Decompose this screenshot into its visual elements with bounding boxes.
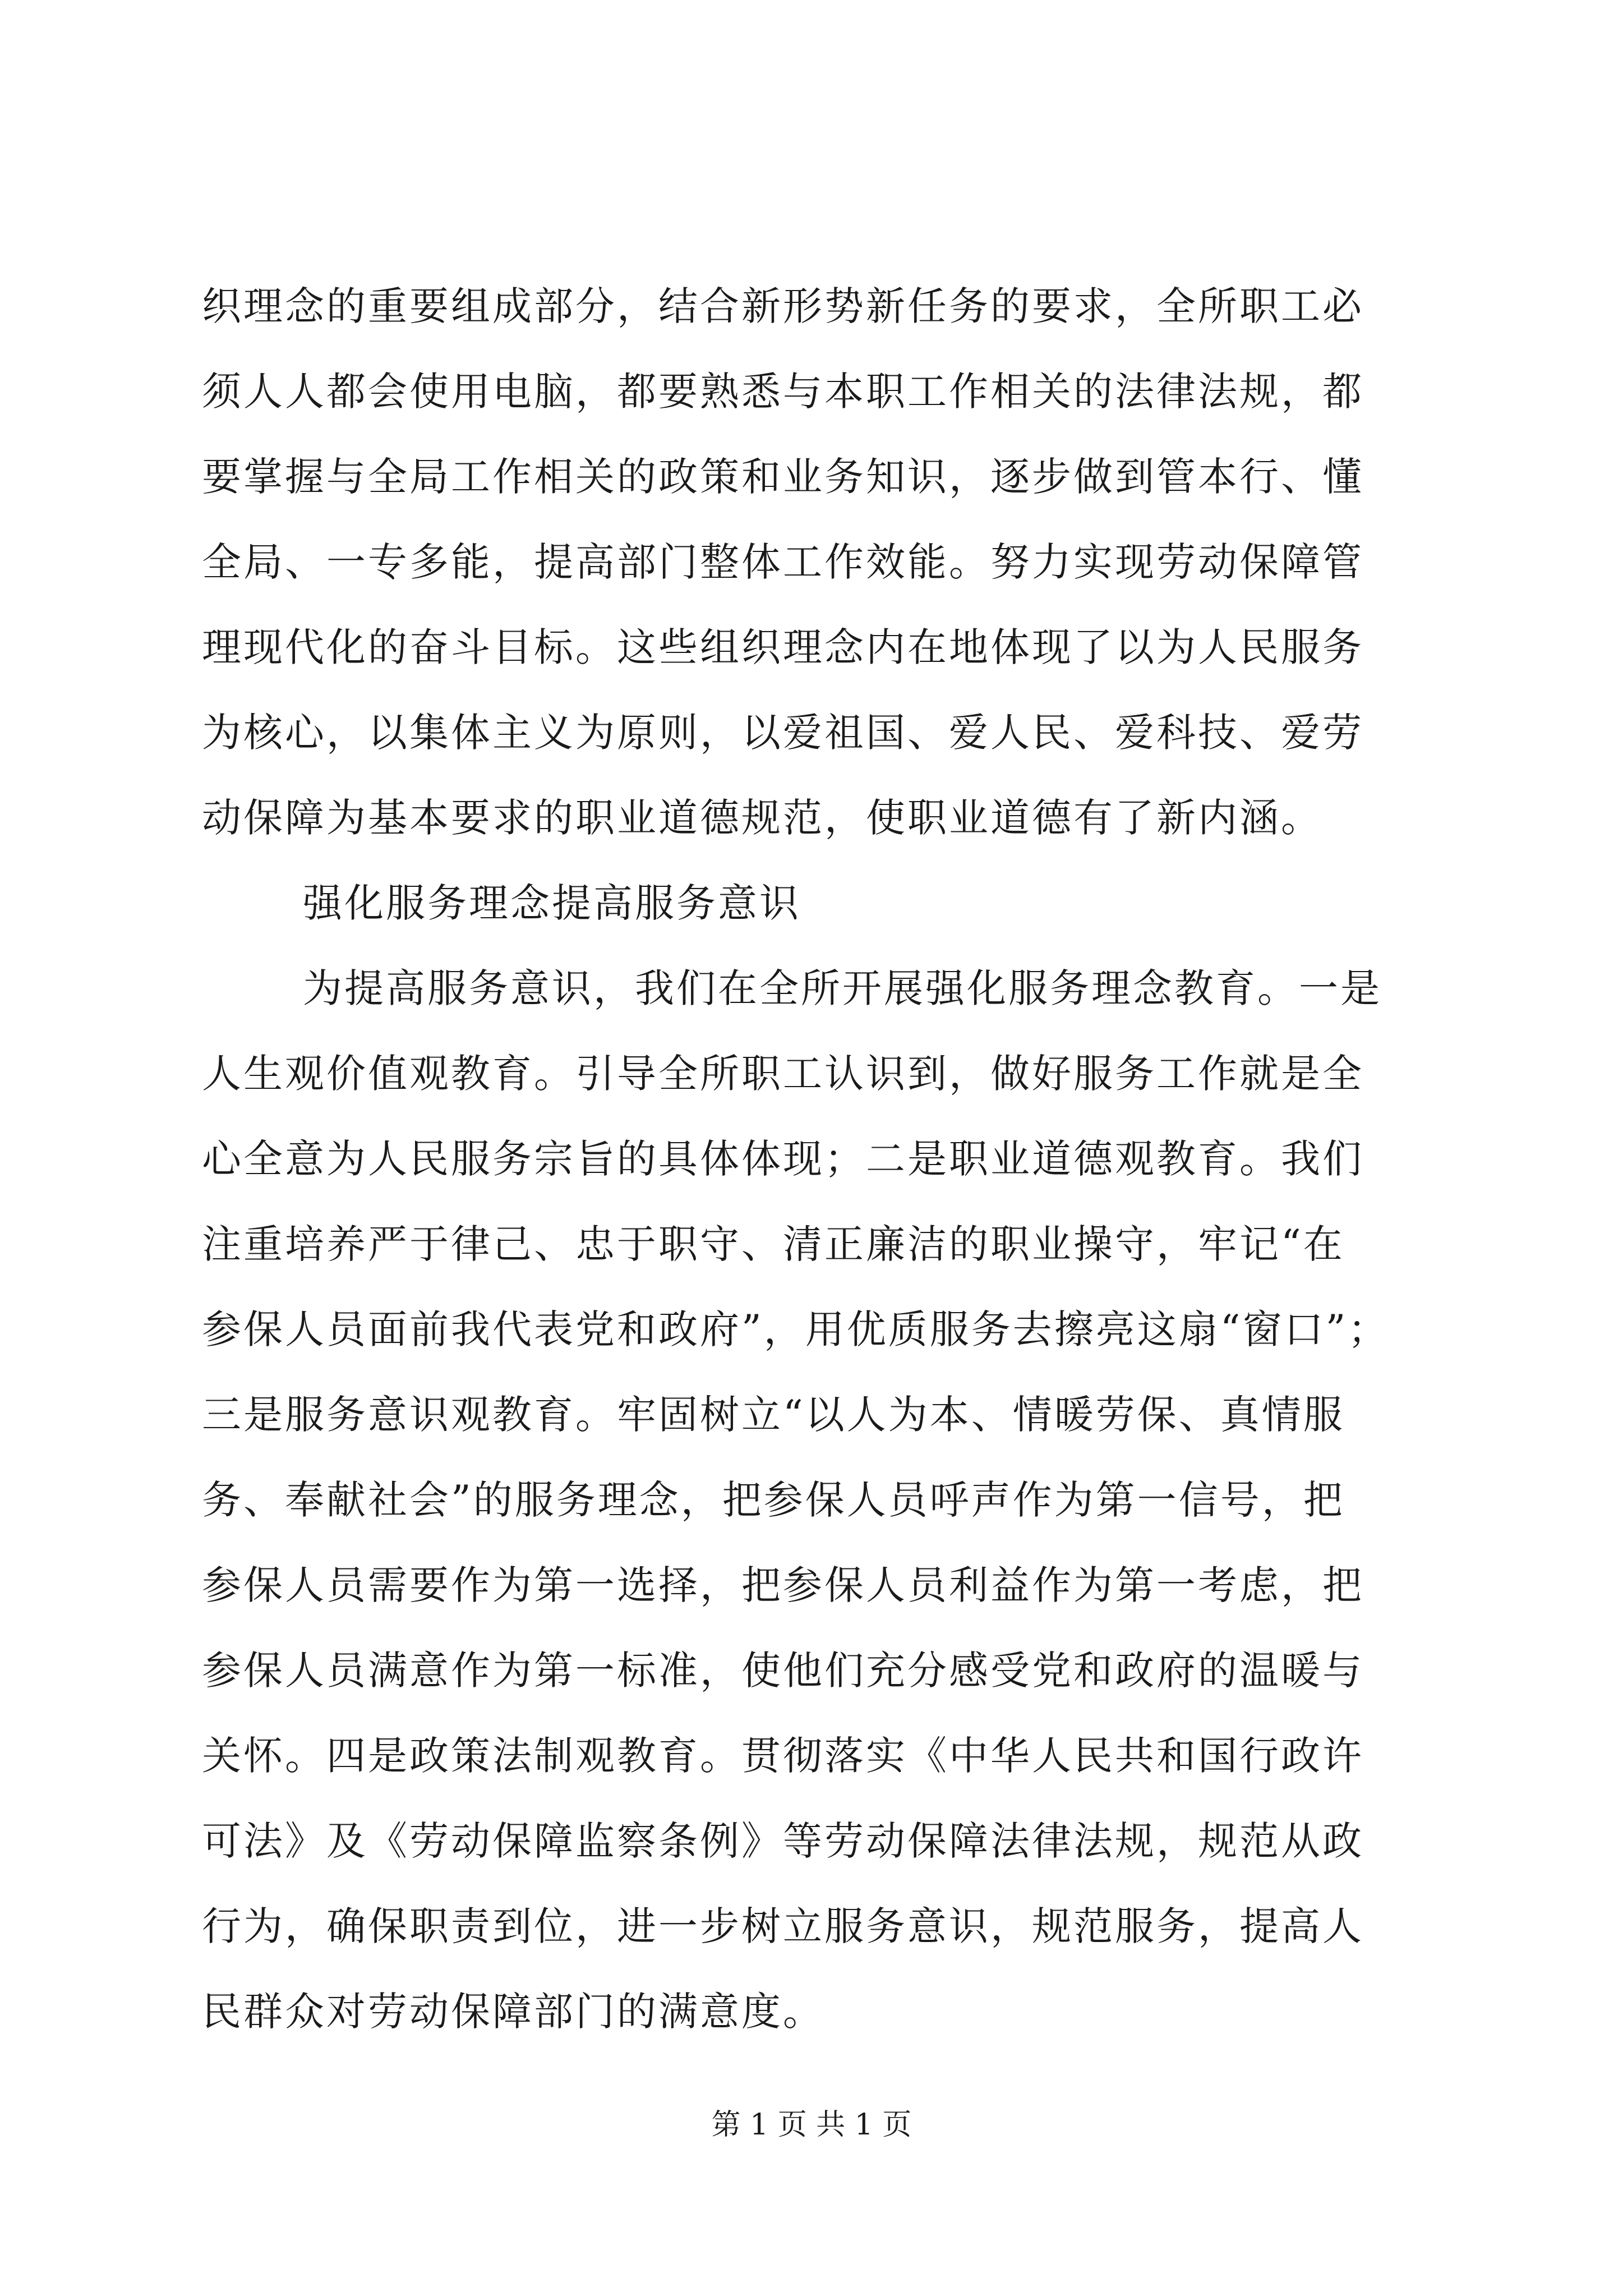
text-line: 三是服务意识观教育。牢固树立“以人为本、情暖劳保、真情服 [202,1392,1345,1438]
text-line: 为核心，以集体主义为原则，以爱祖国、爱人民、爱科技、爱劳 [202,710,1364,756]
text-line: 行为，确保职责到位，进一步树立服务意识，规范服务，提高人 [202,1903,1364,1949]
text-line: 可法》及《劳动保障监察条例》等劳动保障法律法规，规范从政 [202,1818,1364,1864]
text-line: 为提高服务意识，我们在全所开展强化服务理念教育。一是 [303,965,1382,1011]
text-line: 心全意为人民服务宗旨的具体体现；二是职业道德观教育。我们 [202,1136,1364,1182]
text-line: 参保人员满意作为第一标准，使他们充分感受党和政府的温暖与 [202,1648,1364,1694]
text-line: 参保人员需要作为第一选择，把参保人员利益作为第一考虑，把 [202,1562,1364,1608]
document-body [202,264,1424,2054]
page-number-footer: 第 1 页 共 1 页 [711,2108,912,2142]
text-line: 参保人员面前我代表党和政府”，用优质服务去擦亮这扇“窗口”； [202,1306,1390,1352]
text-line: 动保障为基本要求的职业道德规范，使职业道德有了新内涵。 [202,795,1322,841]
text-line: 民群众对劳动保障部门的满意度。 [202,1989,824,2035]
text-line: 全局、一专多能，提高部门整体工作效能。努力实现劳动保障管 [202,539,1364,585]
text-line: 须人人都会使用电脑，都要熟悉与本职工作相关的法律法规，都 [202,369,1364,415]
section-heading: 强化服务理念提高服务意识 [303,880,801,926]
text-line: 人生观价值观教育。引导全所职工认识到，做好服务工作就是全 [202,1051,1364,1097]
text-line: 要掌握与全局工作相关的政策和业务知识，逐步做到管本行、懂 [202,454,1364,500]
text-line: 理现代化的奋斗目标。这些组织理念内在地体现了以为人民服务 [202,624,1364,670]
text-line: 注重培养严于律己、忠于职守、清正廉洁的职业操守，牢记“在 [202,1221,1345,1267]
text-line: 关怀。四是政策法制观教育。贯彻落实《中华人民共和国行政许 [202,1733,1364,1779]
text-line: 务、奉献社会”的服务理念，把参保人员呼声作为第一信号，把 [202,1477,1345,1523]
text-line: 织理念的重要组成部分，结合新形势新任务的要求，全所职工必 [202,283,1364,329]
